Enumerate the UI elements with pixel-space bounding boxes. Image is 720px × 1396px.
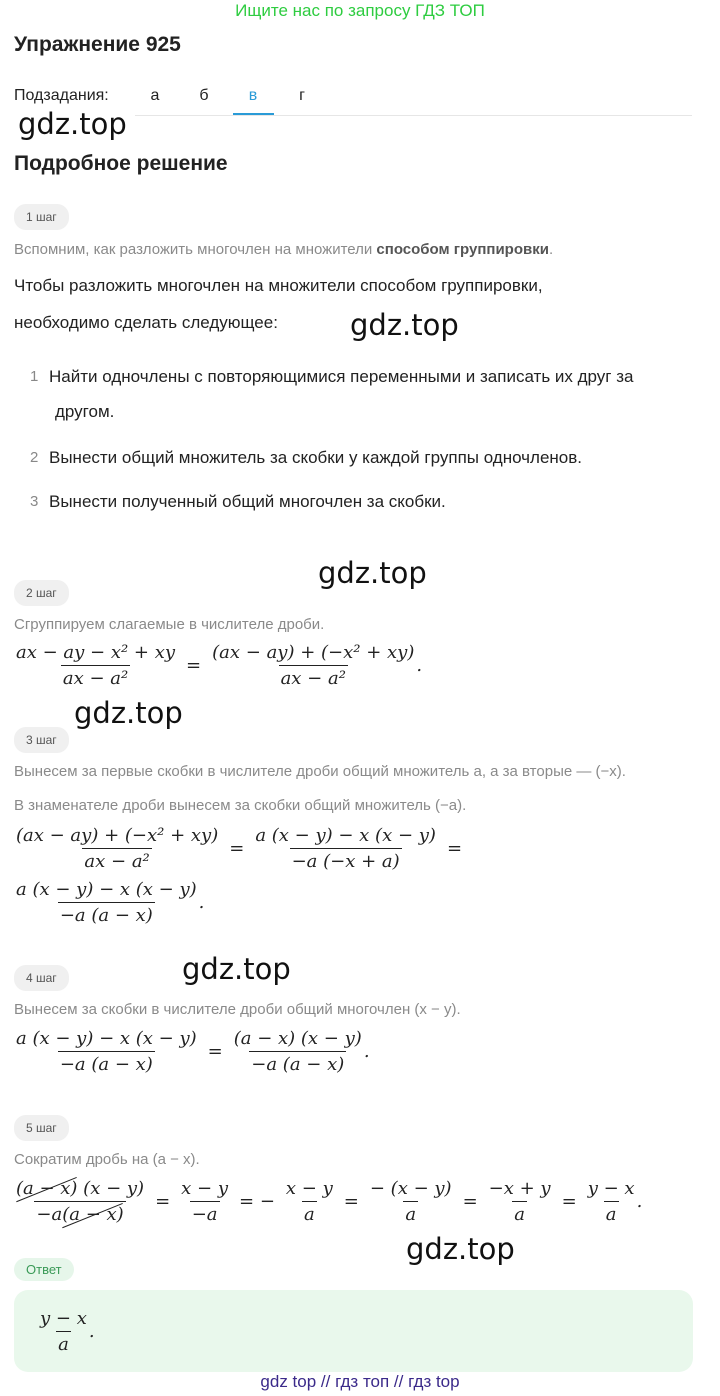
watermark: gdz.top [182,952,291,986]
list-item: другом. [55,402,115,421]
page-title: Упражнение 925 [14,33,181,56]
answer-formula: $\frac{y - x}{a}$ . [40,1308,95,1355]
promo-banner: Ищите нас по запросу ГДЗ ТОП [235,1,485,20]
step-text: Чтобы разложить многочлен на множители способом группировки, [14,276,543,295]
tab-v[interactable]: в [248,87,258,104]
formula: $\frac{\text{(ax − ay) + (−x² + xy)}}{\text{ax − a²}}$ = $\frac{a (x - y) - x (x - y)}{-a (-x + a)}$ = [16,825,463,872]
step-note: Сократим дробь на (a − x). [14,1151,200,1168]
subtasks-label: Подзадания: [14,87,109,104]
list-item: Найти одночлены с повторяющимися переменными и записать их друг за [49,367,634,386]
step-badge: 2 шаг [14,580,69,606]
step-note: Вспомним, как разложить многочлен на множители способом группировки. [14,241,554,258]
step-note: Вынесем за первые скобки в числителе дроби общий множитель a, а за вторые — (−x). [14,763,626,780]
watermark: gdz.top [18,107,127,141]
step-text: необходимо сделать следующее: [14,313,278,332]
answer-box [14,1290,693,1372]
formula: $\frac{a (x - y) - x (x - y)}{-a (a - x)}$ = $\frac{(a - x) (x - y)}{-a (a - x)}$ . [16,1028,370,1075]
footer-links[interactable]: gdz top // гдз топ // гдз top [260,1372,460,1391]
step-note: Сгруппируем слагаемые в числителе дроби. [14,616,325,633]
tabs-divider [135,115,692,116]
watermark: gdz.top [350,308,459,342]
active-tab-indicator [233,113,274,115]
formula: $\frac{\text{ax − ay − x² + xy}}{\text{ax − a²}}$ = $\frac{\text{(ax − ay) + (−x² + xy)}}{\text{ax − a²}}$ . [16,642,423,689]
step-badge: 1 шаг [14,204,69,230]
tab-g[interactable]: г [299,87,305,104]
formula: $\frac{(a - x) (x - y)}{-a(a - x)}$ = $\frac{x - y}{-a}$ = − $\frac{x - y}{a}$ = $\frac{- (x - y)}{a}$ = $\frac{-x + y}{a}$ = $\frac{y - x}{a}$ . [16,1178,643,1225]
step-badge: 5 шаг [14,1115,69,1141]
tab-b[interactable]: б [199,87,209,104]
solution-heading: Подробное решение [14,152,228,175]
list-item: Вынести полученный общий многочлен за скобки. [49,492,446,511]
list-number: 2 [30,449,39,466]
step-note: Вынесем за скобки в числителе дроби общий многочлен (x − y). [14,1001,461,1018]
answer-badge: Ответ [14,1258,74,1281]
step-badge: 4 шаг [14,965,69,991]
watermark: gdz.top [406,1232,515,1266]
list-item: Вынести общий множитель за скобки у каждой группы одночленов. [49,448,583,467]
watermark: gdz.top [318,556,427,590]
step-note: В знаменателе дроби вынесем за скобки общий множитель (−a). [14,797,467,814]
tab-a[interactable]: а [150,87,160,104]
list-number: 1 [30,368,39,385]
list-number: 3 [30,493,39,510]
formula: $\frac{a (x - y) - x (x - y)}{-a (a - x)}$ . [16,879,205,926]
step-badge: 3 шаг [14,727,69,753]
watermark: gdz.top [74,696,183,730]
